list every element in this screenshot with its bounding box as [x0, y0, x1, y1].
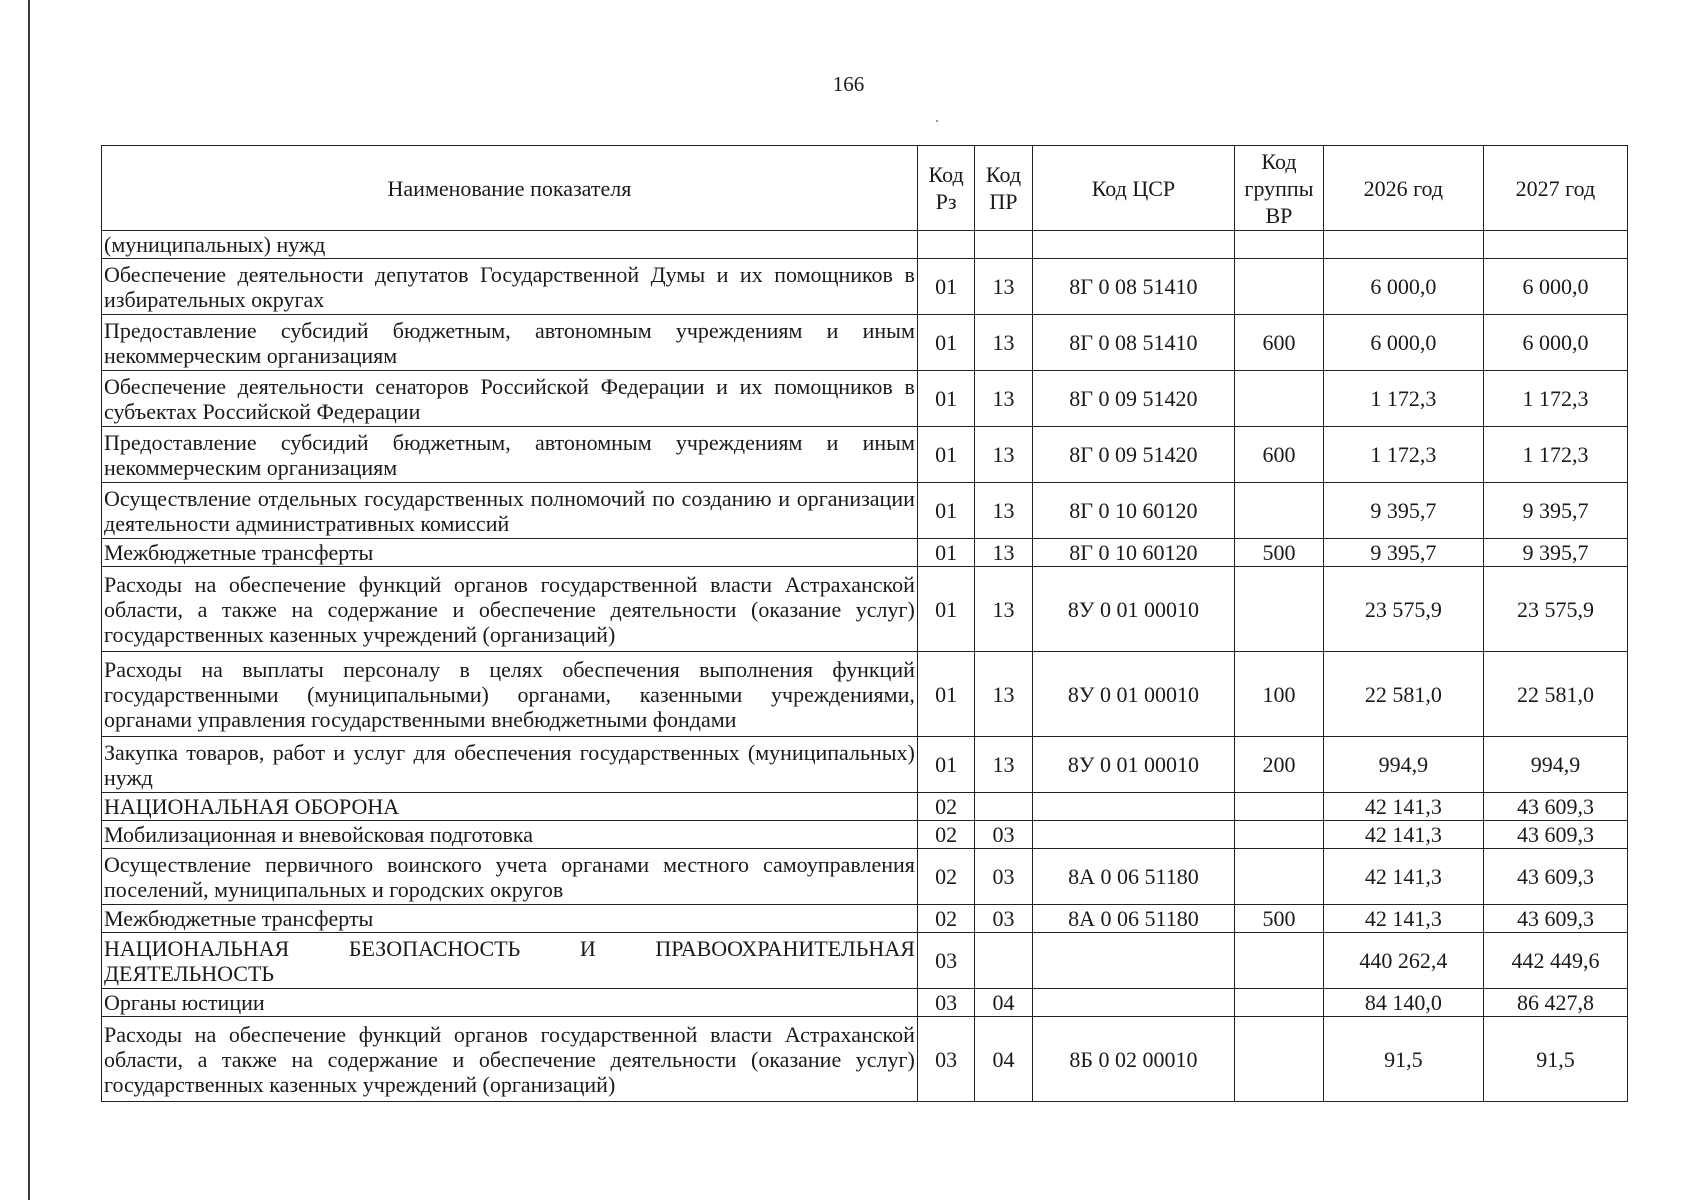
row-pr — [975, 231, 1032, 259]
table-row — [102, 315, 1628, 371]
row-2026: 42 141,3 — [1323, 849, 1483, 905]
row-vr — [1235, 933, 1324, 989]
table-row — [102, 905, 1628, 933]
row-name: Осуществление отдельных государственных полномочий по созданию и организации деятельности административных комиссий — [102, 483, 918, 539]
header-pr: Код ПР — [975, 146, 1032, 231]
row-csr — [1032, 933, 1234, 989]
table-row — [102, 427, 1628, 483]
table-row — [102, 231, 1628, 259]
header-2027: 2027 год — [1483, 146, 1627, 231]
row-name: Обеспечение деятельности депутатов Государственной Думы и их помощников в избирательных округах — [102, 259, 918, 315]
row-vr: 200 — [1235, 737, 1324, 793]
row-rz: 03 — [917, 933, 974, 989]
row-pr: 13 — [975, 539, 1032, 567]
row-name: Предоставление субсидий бюджетным, автономным учреждениям и иным некоммерческим организациям — [102, 427, 918, 483]
row-csr: 8Б 0 02 00010 — [1032, 1017, 1234, 1102]
row-rz: 01 — [917, 539, 974, 567]
row-vr — [1235, 989, 1324, 1017]
scan-edge-line — [28, 0, 30, 1200]
row-name: НАЦИОНАЛЬНАЯ БЕЗОПАСНОСТЬ И ПРАВООХРАНИТЕЛЬНАЯ ДЕЯТЕЛЬНОСТЬ — [102, 933, 918, 989]
row-pr — [975, 933, 1032, 989]
row-csr: 8У 0 01 00010 — [1032, 652, 1234, 737]
row-2027: 442 449,6 — [1483, 933, 1627, 989]
row-2026: 42 141,3 — [1323, 793, 1483, 821]
row-name: НАЦИОНАЛЬНАЯ ОБОРОНА — [102, 793, 918, 821]
row-2026: 42 141,3 — [1323, 905, 1483, 933]
row-name: Расходы на выплаты персоналу в целях обеспечения выполнения функций государственными (муниципальными) органами, казенными учреждениями, органами управления государственными внебюджетными фондами — [102, 652, 918, 737]
row-rz: 02 — [917, 849, 974, 905]
row-2026: 440 262,4 — [1323, 933, 1483, 989]
row-name: Мобилизационная и вневойсковая подготовка — [102, 821, 918, 849]
row-2027: 9 395,7 — [1483, 539, 1627, 567]
row-2027: 1 172,3 — [1483, 427, 1627, 483]
row-2027: 1 172,3 — [1483, 371, 1627, 427]
row-vr: 500 — [1235, 905, 1324, 933]
table-row — [102, 989, 1628, 1017]
row-rz: 01 — [917, 371, 974, 427]
row-2026: 9 395,7 — [1323, 483, 1483, 539]
header-name: Наименование показателя — [102, 146, 918, 231]
row-2026: 994,9 — [1323, 737, 1483, 793]
row-name: Межбюджетные трансферты — [102, 905, 918, 933]
row-rz — [917, 231, 974, 259]
row-2027 — [1483, 231, 1627, 259]
row-2027: 994,9 — [1483, 737, 1627, 793]
row-pr: 13 — [975, 259, 1032, 315]
row-vr — [1235, 371, 1324, 427]
row-csr: 8Г 0 08 51410 — [1032, 259, 1234, 315]
table-row — [102, 737, 1628, 793]
row-vr — [1235, 567, 1324, 652]
row-csr — [1032, 821, 1234, 849]
row-rz: 02 — [917, 905, 974, 933]
row-2027: 43 609,3 — [1483, 793, 1627, 821]
row-vr: 500 — [1235, 539, 1324, 567]
row-csr: 8У 0 01 00010 — [1032, 567, 1234, 652]
row-rz: 01 — [917, 652, 974, 737]
row-name: (муниципальных) нужд — [102, 231, 918, 259]
row-2027: 22 581,0 — [1483, 652, 1627, 737]
table-row — [102, 371, 1628, 427]
row-name: Органы юстиции — [102, 989, 918, 1017]
row-vr: 100 — [1235, 652, 1324, 737]
row-csr: 8Г 0 10 60120 — [1032, 539, 1234, 567]
row-2027: 23 575,9 — [1483, 567, 1627, 652]
row-vr — [1235, 1017, 1324, 1102]
row-pr: 13 — [975, 567, 1032, 652]
row-2026: 91,5 — [1323, 1017, 1483, 1102]
table-row — [102, 259, 1628, 315]
row-name: Обеспечение деятельности сенаторов Российской Федерации и их помощников в субъектах Российской Федерации — [102, 371, 918, 427]
row-2027: 43 609,3 — [1483, 905, 1627, 933]
row-pr: 04 — [975, 989, 1032, 1017]
row-2026: 42 141,3 — [1323, 821, 1483, 849]
row-pr: 13 — [975, 315, 1032, 371]
header-vr: Код группы ВР — [1235, 146, 1324, 231]
row-name: Предоставление субсидий бюджетным, автономным учреждениям и иным некоммерческим организациям — [102, 315, 918, 371]
row-csr: 8А 0 06 51180 — [1032, 905, 1234, 933]
row-2026: 6 000,0 — [1323, 315, 1483, 371]
scan-speck — [936, 120, 938, 122]
row-2026 — [1323, 231, 1483, 259]
row-name: Осуществление первичного воинского учета органами местного самоуправления поселений, муниципальных и городских округов — [102, 849, 918, 905]
row-csr: 8Г 0 10 60120 — [1032, 483, 1234, 539]
row-2027: 9 395,7 — [1483, 483, 1627, 539]
row-vr — [1235, 231, 1324, 259]
row-vr — [1235, 849, 1324, 905]
row-name: Расходы на обеспечение функций органов государственной власти Астраханской области, а также на содержание и обеспечение деятельности (оказание услуг) государственных казенных учреждений (организаций) — [102, 1017, 918, 1102]
row-2026: 84 140,0 — [1323, 989, 1483, 1017]
row-pr — [975, 793, 1032, 821]
row-rz: 03 — [917, 989, 974, 1017]
row-rz: 01 — [917, 315, 974, 371]
table-row — [102, 793, 1628, 821]
row-rz: 03 — [917, 1017, 974, 1102]
table-row — [102, 483, 1628, 539]
row-2026: 9 395,7 — [1323, 539, 1483, 567]
page-number: 166 — [832, 72, 865, 96]
table-row — [102, 652, 1628, 737]
row-csr — [1032, 793, 1234, 821]
row-2027: 86 427,8 — [1483, 989, 1627, 1017]
row-csr: 8У 0 01 00010 — [1032, 737, 1234, 793]
row-pr: 13 — [975, 483, 1032, 539]
table-row — [102, 849, 1628, 905]
row-csr: 8А 0 06 51180 — [1032, 849, 1234, 905]
row-pr: 03 — [975, 905, 1032, 933]
row-vr — [1235, 259, 1324, 315]
row-rz: 01 — [917, 483, 974, 539]
row-vr — [1235, 793, 1324, 821]
row-name: Расходы на обеспечение функций органов государственной власти Астраханской области, а также на содержание и обеспечение деятельности (оказание услуг) государственных казенных учреждений (организаций) — [102, 567, 918, 652]
row-2027: 43 609,3 — [1483, 849, 1627, 905]
row-rz: 01 — [917, 737, 974, 793]
row-rz: 01 — [917, 427, 974, 483]
row-csr — [1032, 231, 1234, 259]
header-csr: Код ЦСР — [1032, 146, 1234, 231]
row-csr — [1032, 989, 1234, 1017]
row-rz: 02 — [917, 821, 974, 849]
row-2026: 23 575,9 — [1323, 567, 1483, 652]
row-name: Межбюджетные трансферты — [102, 539, 918, 567]
row-pr: 13 — [975, 652, 1032, 737]
row-vr — [1235, 483, 1324, 539]
row-2027: 6 000,0 — [1483, 259, 1627, 315]
row-2026: 1 172,3 — [1323, 427, 1483, 483]
row-csr: 8Г 0 09 51420 — [1032, 427, 1234, 483]
row-pr: 03 — [975, 821, 1032, 849]
row-2026: 1 172,3 — [1323, 371, 1483, 427]
table-row — [102, 567, 1628, 652]
row-pr: 13 — [975, 737, 1032, 793]
row-pr: 03 — [975, 849, 1032, 905]
row-rz: 01 — [917, 259, 974, 315]
row-vr: 600 — [1235, 427, 1324, 483]
row-2027: 43 609,3 — [1483, 821, 1627, 849]
row-pr: 04 — [975, 1017, 1032, 1102]
row-pr: 13 — [975, 427, 1032, 483]
table-body — [102, 231, 1628, 1102]
row-vr — [1235, 821, 1324, 849]
table-header-row — [102, 146, 1628, 231]
row-csr: 8Г 0 08 51410 — [1032, 315, 1234, 371]
row-2027: 91,5 — [1483, 1017, 1627, 1102]
row-vr: 600 — [1235, 315, 1324, 371]
header-2026: 2026 год — [1323, 146, 1483, 231]
row-pr: 13 — [975, 371, 1032, 427]
table-row — [102, 933, 1628, 989]
table-row — [102, 1017, 1628, 1102]
header-rz: Код Рз — [917, 146, 974, 231]
table-row — [102, 539, 1628, 567]
row-rz: 02 — [917, 793, 974, 821]
row-2026: 22 581,0 — [1323, 652, 1483, 737]
budget-table — [101, 145, 1628, 1102]
row-name: Закупка товаров, работ и услуг для обеспечения государственных (муниципальных) нужд — [102, 737, 918, 793]
table-row — [102, 821, 1628, 849]
row-csr: 8Г 0 09 51420 — [1032, 371, 1234, 427]
row-2026: 6 000,0 — [1323, 259, 1483, 315]
row-2027: 6 000,0 — [1483, 315, 1627, 371]
row-rz: 01 — [917, 567, 974, 652]
